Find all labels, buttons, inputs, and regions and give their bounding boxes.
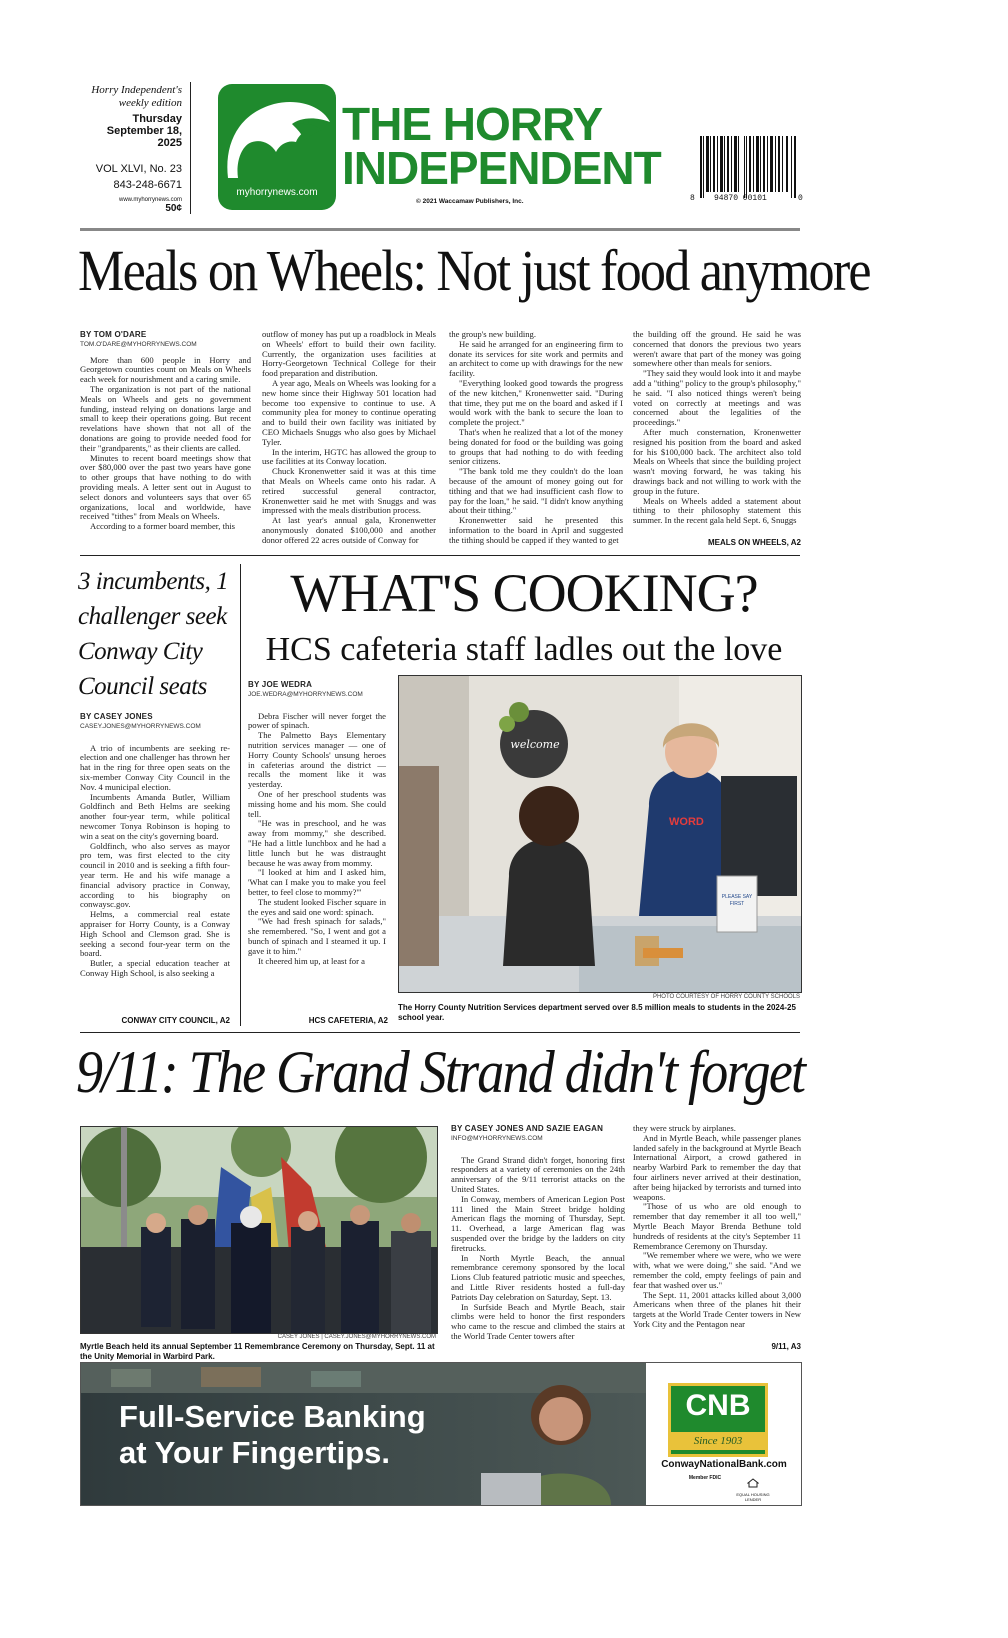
- paragraph: Debra Fischer will never forget the power of spinach.: [248, 710, 386, 731]
- logo-url: myhorrynews.com: [236, 187, 318, 198]
- paragraph: outflow of money has put up a roadblock in Meals on Wheels' effort to build their own facility. Currently, the organization uses facilities at Horry-Georgetown Technical College for their food preparation and distribution.: [262, 329, 436, 379]
- story3-body: [248, 680, 386, 966]
- story3-subhead: HCS cafeteria staff ladles out the love: [265, 631, 783, 668]
- paragraph: "We had fresh spinach for salads," she remembered. "So, I went and got a bunch of spinach and I steamed it up. I gave it to him.": [248, 916, 386, 956]
- memorial-photo-credit: CASEY JONES | CASEY.JONES@MYHORRYNEWS.COM: [277, 1334, 436, 1340]
- paragraph: In the interim, HGTC has allowed the group to use facilities at its Conway location.: [262, 446, 436, 467]
- price: 50¢: [165, 203, 182, 214]
- website[interactable]: www.myhorrynews.com: [118, 197, 182, 203]
- paragraph: A year ago, Meals on Wheels was looking for a new home since their Highway 501 location had become too expensive to continue to use. A community plea for money to continue operating and to build their own facility was initiated by CEO Michaels Snuggs who also goes by Michael Tyler.: [262, 377, 436, 447]
- paragraph: According to a former board member, this: [90, 521, 235, 532]
- paragraph: the building off the ground. He said he was concerned that donors the previous two years weren't aware that part of the money was going somewhere other than meals for seniors.: [633, 329, 801, 369]
- paragraph: At last year's annual gala, Kronenwetter anonymously donated $100,000 and another donor offered 22 acres outside of Conway for: [262, 515, 436, 545]
- barcode-right: 0: [798, 194, 803, 203]
- story2-headline[interactable]: 3 incumbents, 1 challenger seek Conway City Council seats: [78, 568, 229, 700]
- story4-jump[interactable]: 9/11, A3: [771, 1342, 801, 1351]
- barcode-mid: 94870 00101: [714, 194, 767, 203]
- paragraph: In North Myrtle Beach, the annual remembrance ceremony sponsored by the local Lions Club featured patriotic music and speeches, and Little River residents hosted a full-day Patriots Day celebration on Saturday, Sept. 13.: [451, 1252, 625, 1302]
- paragraph: A trio of incumbents are seeking re-election and one challenger has thrown her hat in the ring for three open seats on the six-member Conway City Council in the Nov. 4 municipal election.: [80, 742, 230, 792]
- paragraph: Butler, a special education teacher at Conway High School, is also seeking a: [80, 958, 230, 978]
- paragraph: they were struck by airplanes.: [633, 1123, 736, 1133]
- masthead-divider: [190, 82, 191, 214]
- ad-headline-line2: at Your Fingertips.: [119, 1435, 390, 1470]
- paragraph: That's when he realized that a lot of the money being donated for food or the building was going to groups that had nothing to do with feeding senior citizens.: [449, 426, 623, 467]
- edition-line1: Horry Independent's: [91, 84, 182, 96]
- edition-info: [80, 84, 182, 214]
- paragraph: The organization is not part of the national Meals on Wheels and gets no government funding, instead relying on donations large and small to keep their operations going. But recent revelations have shown that not all of the donations are going to provide needed food for their "grandparents," as their clients are called.: [80, 383, 251, 453]
- story3-jump[interactable]: HCS CAFETERIA, A2: [308, 1016, 388, 1025]
- paragraph: Meals on Wheels added a statement about tithing to their philosophy statement this summer. In the recent gala held Sept. 6, Snuggs: [633, 495, 801, 526]
- copyright: © 2021 Waccamaw Publishers, Inc.: [416, 198, 524, 205]
- paragraph: The Sept. 11, 2001 attacks killed about 3,000 Americans when three of the planes hit their targets at the World Trade Center towers in New York City and the Pentagon near: [633, 1289, 801, 1329]
- memorial-photo[interactable]: [80, 1126, 438, 1334]
- story4-col2: [633, 1124, 801, 1330]
- memorial-scene: [81, 1127, 437, 1333]
- paragraph: "Everything looked good towards the progress of the new kitchen," Kronenwetter said. "During that time, they put me on the board and asked if I would work with the bank to secure the loan to complete the project.": [449, 377, 623, 428]
- ad-headline: [119, 1399, 426, 1471]
- paragraph: "The bank told me they couldn't do the loan because of the amount of money going out for tithing and that we had insufficient cash flow to pay for the loan," he said. "I didn't know anything about their tithing.": [449, 466, 623, 516]
- paragraph: He said he arranged for an engineering firm to donate its services for site work and permits and an architect to come up with drawings for the new facility.: [449, 338, 623, 379]
- edition-line2: weekly edition: [118, 97, 182, 109]
- paragraph: "Those of us who are old enough to remember that day remember it all too well," Myrtle Beach Mayor Brenda Bethune told hundreds of residents at the city's September 11 Remembrance Ceremony on Thursday.: [633, 1201, 801, 1251]
- paragraph: "We remember where we were, who we were with, what we were doing," she said. "And we remember the cold, empty feelings of pain and fear that washed over us.": [633, 1250, 801, 1290]
- paragraph: In Surfside Beach and Myrtle Beach, stair climbs were held to honor the first responders who came to the rescue and climbed the stairs at the World Trade Center towers after: [451, 1301, 625, 1341]
- paragraph: "I looked at him and I asked him, 'What can I make you to make you feel better, to feel close to mommy?'": [248, 867, 386, 897]
- title-line1: THE HORRY: [342, 98, 603, 150]
- story2-byline: BY CASEY JONES: [80, 712, 153, 721]
- story2-body: [80, 712, 230, 979]
- equal-housing-text: EQUAL HOUSING LENDER: [736, 1492, 770, 1502]
- cafeteria-photo[interactable]: [398, 675, 802, 993]
- story4-headline[interactable]: 9/11: The Grand Strand didn't forget: [76, 1039, 805, 1105]
- edition-day: Thursday: [132, 113, 182, 125]
- paragraph: Kronenwetter said he presented this information to the board in April and suggested the tithing should be capped if they wanted to get: [449, 515, 623, 545]
- story3-headline[interactable]: WHAT'S COOKING?: [290, 563, 758, 623]
- story3-byline: BY JOE WEDRA: [248, 680, 313, 689]
- logo-box: [218, 84, 336, 210]
- section-rule: [80, 555, 800, 556]
- paragraph: "He was in preschool, and he was away from mommy," she described. "He had a little lunchbox and he had a little lunch but he was distraught because he was away from mommy.: [248, 818, 386, 868]
- ad-headline-line1: Full-Service Banking: [119, 1399, 426, 1434]
- barcode-left: 8: [690, 194, 695, 203]
- cnb-logo: [668, 1383, 768, 1457]
- story4-byline: BY CASEY JONES AND SAZIE EAGAN: [451, 1124, 604, 1133]
- column-divider: [240, 564, 241, 1026]
- story4-email[interactable]: INFO@MYHORRYNEWS.COM: [451, 1134, 543, 1142]
- paragraph: One of her preschool students was missing home and his mom. She could tell.: [248, 788, 386, 819]
- paragraph: And in Myrtle Beach, while passenger planes landed safely in the background at Myrtle Beach International Airport, a crowd gathered in nearby Warbird Park to remember the day that four airliners never arrived at their destination, after being hijacked by terrorists and turned into weapons.: [633, 1132, 801, 1202]
- paragraph: After much consternation, Kronenwetter resigned his position from the board and asked for his $100,000 back. The architect also told Meals on Wheels that since the building project wasn't moving forward, he was taking his drawings back and not willing to work with the group in the future.: [633, 426, 801, 496]
- phone: 843-248-6671: [113, 179, 182, 191]
- story1-jump[interactable]: MEALS ON WHEELS, A2: [707, 538, 801, 547]
- paragraph: It cheered him up, at least for a: [258, 955, 365, 966]
- cafeteria-scene: [399, 676, 801, 992]
- cnb-logo-since: Since 1903: [671, 1432, 765, 1450]
- story2-jump[interactable]: CONWAY CITY COUNCIL, A2: [121, 1016, 230, 1025]
- cafeteria-caption: The Horry County Nutrition Services department served over 8.5 million meals to students in the 2024-25 school year.: [398, 1003, 796, 1022]
- paragraph: Goldfinch, who also serves as mayor pro tem, was first elected to the city council in 2010 and is seeking a fifth four-year term. He and his wife manage a financial advisory practice in Conway, according to his biography on conwaysc.gov.: [80, 840, 230, 910]
- cnb-url[interactable]: ConwayNationalBank.com: [661, 1459, 787, 1470]
- section-rule: [80, 1032, 800, 1033]
- equal-housing-icon: [731, 1473, 775, 1502]
- masthead: [80, 80, 803, 228]
- paragraph: The student looked Fischer square in the eyes and said one word: spinach.: [248, 896, 386, 917]
- paragraph: the group's new building.: [449, 329, 536, 339]
- volume: VOL XLVI, No. 23: [95, 163, 182, 175]
- story1-col3: [449, 330, 623, 546]
- paragraph: "They said they would look into it and maybe add a "tithing" policy to the group's philosophy," he said. "I also noticed things weren't being voted on correctly at meetings and was concerned about the legalities of the proceedings.": [633, 368, 801, 428]
- story1-col2: [262, 330, 436, 546]
- paragraph: Chuck Kronenwetter said it was at this time that Meals on Wheels came onto his radar. A retired successful general contractor, Kronenwetter said he met with Snuggs and was impressed with the meals distribution process.: [262, 466, 436, 516]
- counter-card-text: PLEASE SAY FIRST: [721, 894, 753, 907]
- story1-col1: [80, 330, 251, 532]
- paragraph: Helms, a commercial real estate appraiser for Horry County, is a Conway High School and Clemson grad. She is seeking a second four-year term on the board.: [80, 909, 230, 959]
- paper-title: [342, 98, 661, 194]
- barcode: [690, 136, 803, 206]
- cnb-logo-text: CNB: [685, 1389, 751, 1422]
- story4-col1: [451, 1124, 625, 1342]
- story3-email[interactable]: JOE.WEDRA@MYHORRYNEWS.COM: [248, 690, 363, 698]
- shirt-text: WORD: [669, 816, 704, 828]
- paragraph: The Palmetto Bays Elementary nutrition services manager — one of Horry County Schools' unsung heroes in cafeterias around the district — recalls the moment like it was yesterday.: [248, 730, 386, 790]
- title-line2: INDEPENDENT: [342, 142, 661, 194]
- story2-email[interactable]: CASEY.JONES@MYHORRYNEWS.COM: [80, 722, 201, 730]
- story1-email[interactable]: TOM.O'DARE@MYHORRYNEWS.COM: [80, 340, 197, 348]
- paragraph: The Grand Strand didn't forget, honoring first responders at a variety of ceremonies on the 24th anniversary of the 9/11 terrorist attacks on the United States.: [451, 1154, 625, 1194]
- paragraph: More than 600 people in Horry and Georgetown counties count on Meals on Wheels each week for nourishment and a caring smile.: [80, 354, 251, 385]
- welcome-sign-text: welcome: [510, 738, 560, 751]
- paragraph: Minutes to recent board meetings show that over $80,000 over the past two years have gone to other groups that have nothing to do with providing meals. A letter sent out in August to select donors and volunteers says that over 65 organizations, local and worldwide, have received "tithes" from Meals on Wheels.: [80, 452, 251, 522]
- cafeteria-photo-credit: PHOTO COURTESY OF HORRY COUNTY SCHOOLS: [652, 994, 800, 1000]
- edition-date: September 18, 2025: [106, 125, 182, 149]
- fdic-badge: Member FDIC: [688, 1475, 722, 1481]
- paragraph: In Conway, members of American Legion Post 111 lined the Main Street bridge holding American flags the morning of Thursday, Sept. 11. Overhead, a large American flag was suspended over the bridge by the ladders on city firetrucks.: [451, 1193, 625, 1253]
- paragraph: Incumbents Amanda Butler, William Goldfinch and Beth Helms are seeking another four-year term, while political newcomer Tonya Robinson is hoping to win a seat on the city's governing board.: [80, 791, 230, 841]
- cnb-ad[interactable]: [80, 1362, 802, 1506]
- story1-byline: BY TOM O'DARE: [80, 330, 147, 339]
- masthead-rule: [80, 228, 800, 231]
- ad-photo-panel: [81, 1363, 646, 1505]
- story1-headline[interactable]: Meals on Wheels: Not just food anymore: [78, 238, 870, 303]
- barcode-icon: [700, 136, 796, 198]
- story1-col4: [633, 330, 801, 526]
- memorial-caption: Myrtle Beach held its annual September 11 Remembrance Ceremony on Thursday, Sept. 11 at the Unity Memorial in Warbird Park.: [80, 1342, 435, 1361]
